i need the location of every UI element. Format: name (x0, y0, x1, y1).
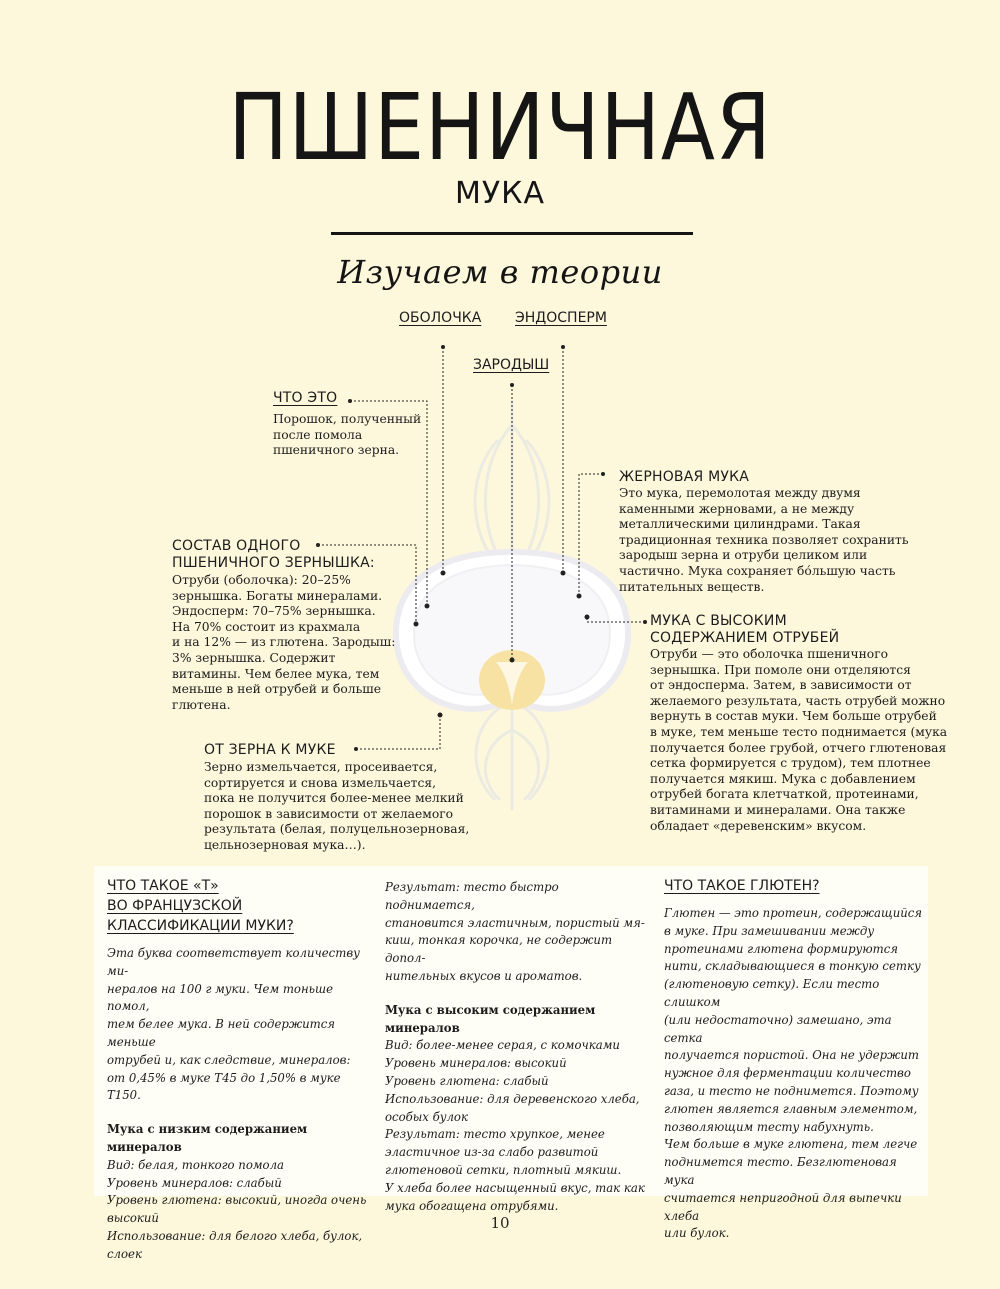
text-line: пока не получится более-менее мелкий (204, 791, 464, 806)
column-heading: ВО ФРАНЦУЗСКОЙ (107, 898, 243, 914)
text-line: пшеничного зерна. (273, 443, 400, 458)
text-line: сортируется и снова измельчается, (204, 775, 437, 790)
text-line: Уровень глютена: высокий, иногда очень (107, 1193, 367, 1208)
label-germ: ЗАРОДЫШ (473, 357, 550, 373)
text-line: каменными жерновами, а не между (619, 501, 855, 516)
text-line: протеинами глютена формируются (664, 941, 898, 956)
sub-heading: Мука с низким содержанием (107, 1122, 308, 1137)
text-line: получается пористой. Она не удержит (664, 1048, 919, 1063)
text-line: сетка формируется с трудом), тем плотнее (650, 756, 931, 771)
text-line: нительных вкусов и ароматов. (385, 968, 583, 983)
text-line: слоек (107, 1246, 142, 1261)
label-endosperm: ЭНДОСПЕРМ (515, 310, 607, 326)
text-line: Это мука, перемолотая между двумя (619, 486, 861, 500)
text-line: от эндосперма. Затем, в зависимости от (650, 678, 912, 693)
text-line: Зерно измельчается, просеивается, (204, 760, 438, 774)
text-line: поднимется тесто. Безглютеновая мука (664, 1155, 897, 1187)
info-column-t-classification (107, 876, 367, 1264)
text-line: частично. Мука сохраняет бо́льшую часть (619, 563, 896, 578)
column-heading: КЛАССИФИКАЦИИ МУКИ? (107, 918, 294, 934)
text-line: традиционная техника позволяет сохранить (619, 532, 909, 547)
text-line: Эта буква соответствует количеству ми- (107, 946, 360, 978)
text-line: Результат: тесто хрупкое, менее (385, 1127, 605, 1142)
text-line: Уровень минералов: слабый (107, 1175, 282, 1190)
text-line: Отруби — это оболочка пшеничного (650, 647, 889, 661)
text-line: отрубей богата клетчаткой, протеинами, (650, 787, 919, 802)
block-heading: СОДЕРЖАНИЕМ ОТРУБЕЙ (650, 630, 840, 646)
text-line: мука обогащена отрубями. (385, 1198, 559, 1213)
sub-heading: минералов (107, 1139, 182, 1154)
block-heading: ПШЕНИЧНОГО ЗЕРНЫШКА: (172, 555, 375, 571)
block-heading: МУКА С ВЫСОКИМ (650, 613, 787, 629)
text-line: Вид: более-менее серая, с комочками (385, 1038, 620, 1053)
text-line: считается непригодной для выпечки хлеба (664, 1190, 902, 1223)
text-line: глютен является главным элементом, (664, 1101, 918, 1116)
text-line: Отруби (оболочка): 20–25% (172, 573, 351, 587)
block-millstone (619, 469, 909, 595)
text-line: питательных веществ. (619, 579, 765, 594)
block-heading: ОТ ЗЕРНА К МУКЕ (204, 742, 336, 758)
sub-heading: Мука с высоким содержанием (385, 1002, 596, 1017)
text-line: Эндосперм: 70–75% зернышка. (172, 604, 376, 619)
info-column-minerals (385, 879, 645, 1215)
block-high-bran (650, 613, 947, 834)
text-line: обладает «деревенским» вкусом. (650, 818, 867, 833)
text-line: металлическими цилиндрами. Такая (619, 517, 861, 532)
text-line: Порошок, полученный (273, 412, 422, 426)
text-line: 3% зернышка. Содержит (172, 650, 336, 665)
text-line: цельнозерновая мука…). (204, 837, 366, 852)
text-line: порошок в зависимости от желаемого (204, 806, 454, 821)
block-grain-to-flour (204, 742, 469, 854)
page-title: ПШЕНИЧНАЯ (228, 74, 772, 181)
text-line: витамины. Чем белее мука, тем (172, 666, 380, 681)
text-line: Вид: белая, тонкого помола (107, 1157, 284, 1172)
sub-heading: минералов (385, 1020, 460, 1035)
text-line: (или недостаточно) замешано, эта сетка (664, 1012, 892, 1045)
text-line: или булок. (664, 1226, 730, 1241)
text-line: тем белее мука. В ней содержится меньше (107, 1017, 336, 1049)
text-line: нужное для ферментации количество (664, 1066, 911, 1081)
text-line: зернышка. При помоле они отделяются (650, 662, 911, 677)
text-line: зернышка. Богаты минералами. (172, 588, 383, 603)
info-column-gluten (664, 876, 926, 1243)
text-line: киш, тонкая корочка, не содержит допол- (385, 933, 613, 966)
text-line: результата (белая, полуцельнозерновая, (204, 822, 470, 837)
text-line: Использование: для белого хлеба, булок, (107, 1228, 363, 1243)
text-line: получается мякиш. Мука с добавлением (650, 771, 916, 786)
text-line: получается более грубой, отчего глютеновая (650, 740, 947, 755)
text-line: отрубей и, как следствие, минералов: (107, 1052, 351, 1067)
text-line: Уровень минералов: высокий (385, 1056, 567, 1071)
text-line: желаемого результата, часть отрубей можно (650, 693, 946, 708)
text-line: становится эластичным, пористый мя- (385, 915, 645, 930)
text-line: Результат: тесто быстро поднимается, (385, 880, 559, 912)
section-title: Изучаем в теории (337, 253, 663, 291)
text-line: (глютеновую сетку). Если тесто слишком (664, 977, 880, 1009)
text-line: меньше в ней отрубей и больше (172, 682, 381, 697)
text-line: На 70% состоит из крахмала (172, 619, 361, 634)
text-line: от 0,45% в муке Т45 до 1,50% в муке Т150. (107, 1070, 341, 1103)
text-line: в муке. При замешивании между (664, 923, 875, 938)
block-what-is (273, 390, 421, 459)
text-line: зародыш зерна и отруби целиком или (619, 548, 868, 563)
text-line: позволяющим тесту набухнуть. (664, 1119, 874, 1134)
text-line: особых булок (385, 1109, 468, 1124)
text-line: Глютен — это протеин, содержащийся (664, 906, 923, 920)
text-line: нералов на 100 г муки. Чем тоньше помол, (107, 981, 334, 1014)
block-heading: СОСТАВ ОДНОГО (172, 538, 301, 554)
text-line: витаминами и минералами. Она также (650, 802, 906, 817)
text-line: и на 12% — из глютена. Зародыш: (172, 635, 396, 650)
text-line: после помола (273, 427, 363, 442)
text-line: Уровень глютена: слабый (385, 1073, 549, 1088)
label-shell: ОБОЛОЧКА (399, 310, 482, 326)
text-line: в муке, тем меньше тесто поднимается (мука (650, 724, 948, 739)
text-line: вернуть в состав муки. Чем больше отрубей (650, 709, 937, 724)
block-composition (172, 538, 395, 713)
text-line: глютеновой сетки, плотный мякиш. (385, 1162, 622, 1177)
column-heading: ЧТО ТАКОЕ ГЛЮТЕН? (664, 878, 820, 894)
column-heading: ЧТО ТАКОЕ «Т» (107, 878, 219, 894)
text-line: Использование: для деревенского хлеба, (385, 1091, 640, 1106)
page-subtitle: МУКА (455, 176, 545, 211)
text-line: нити, складывающиеся в тонкую сетку (664, 959, 921, 974)
page-number: 10 (490, 1214, 510, 1232)
block-heading: ЖЕРНОВАЯ МУКА (619, 469, 750, 485)
text-line: У хлеба более насыщенный вкус, так как (385, 1180, 645, 1195)
text-line: газа, и тесто не поднимется. Поэтому (664, 1083, 919, 1098)
block-heading: ЧТО ЭТО (273, 390, 338, 406)
text-line: эластичное из-за слабо развитой (385, 1145, 599, 1160)
text-line: глютена. (172, 697, 231, 712)
text-line: высокий (107, 1211, 159, 1226)
text-line: Чем больше в муке глютена, тем легче (664, 1137, 918, 1152)
